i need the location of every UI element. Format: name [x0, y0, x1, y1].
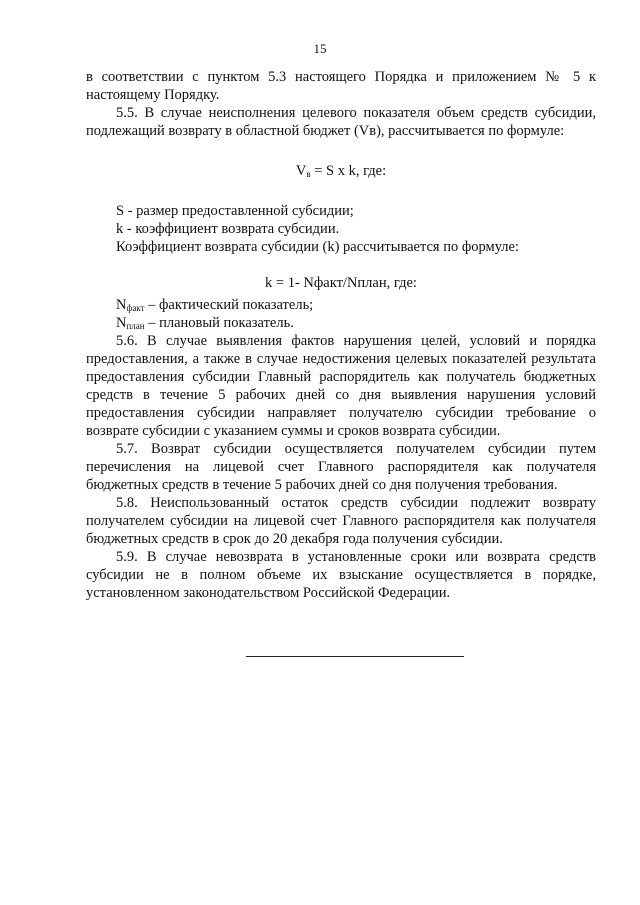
paragraph-5-6: 5.6. В случае выявления фактов нарушения целей, условий и порядка предоставления, а также в случае недостижения целевых показателей результата предоставления субсидии Главный распорядитель как получатель бюджетных средств в течение 5 рабочих дней со дня выявления нарушения условий предоставления субсидии направляет получателю субсидии требование о возврате субсидии с указанием суммы и сроков возврата субсидии.: [86, 333, 596, 439]
formula-vb-subscript: в: [306, 169, 311, 179]
nplan-subscript: план: [126, 321, 145, 331]
formula-k: k = 1- Nфакт/Nплан, где:: [265, 275, 417, 291]
definition-s: S - размер предоставленной субсидии;: [116, 203, 354, 219]
definition-k: k - коэффициент возврата субсидии.: [116, 221, 340, 237]
definition-nfakt: [86, 296, 596, 314]
paragraph-5-9: 5.9. В случае невозврата в установленные сроки или возврата средств субсидии не в полном объеме их взыскание осуществляется в порядке, установленном законодательством Российской Федерации.: [86, 549, 596, 601]
paragraph-5-5: 5.5. В случае неисполнения целевого показателя объем средств субсидии, подлежащий возврату в областной бюджет (Vв), рассчитывается по формуле:: [86, 105, 596, 139]
nfakt-base: N: [116, 297, 127, 313]
formula-vb: [86, 162, 596, 180]
nfakt-subscript: факт: [126, 303, 145, 313]
paragraph-5-7: 5.7. Возврат субсидии осуществляется получателем субсидии путем перечисления на лицевой счет Главного распорядителя как получателя бюджетных средств в течение 5 рабочих дней со дня получения требования.: [86, 441, 596, 493]
paragraph-5-8: 5.8. Неиспользованный остаток средств субсидии подлежит возврату получателем субсидии на лицевой счет Главного распорядителя как получателя бюджетных средств в срок до 20 декабря года получения субсидии.: [86, 495, 596, 547]
paragraph-k-coefficient: Коэффициент возврата субсидии (k) рассчитывается по формуле:: [116, 239, 520, 255]
page-number: 15: [313, 41, 327, 56]
formula-vb-rhs: = S x k, где:: [310, 163, 387, 179]
nplan-base: N: [116, 315, 127, 331]
document-body: [86, 68, 596, 602]
formula-vb-lhs: V: [295, 163, 307, 179]
nfakt-text: – фактический показатель;: [144, 297, 314, 313]
nplan-text: – плановый показатель.: [144, 315, 294, 331]
intro-paragraph: в соответствии с пунктом 5.3 настоящего Порядка и приложением № 5 к настоящему Порядку.: [86, 69, 596, 103]
definition-nplan: [86, 314, 596, 332]
closing-divider-line: [246, 656, 464, 657]
